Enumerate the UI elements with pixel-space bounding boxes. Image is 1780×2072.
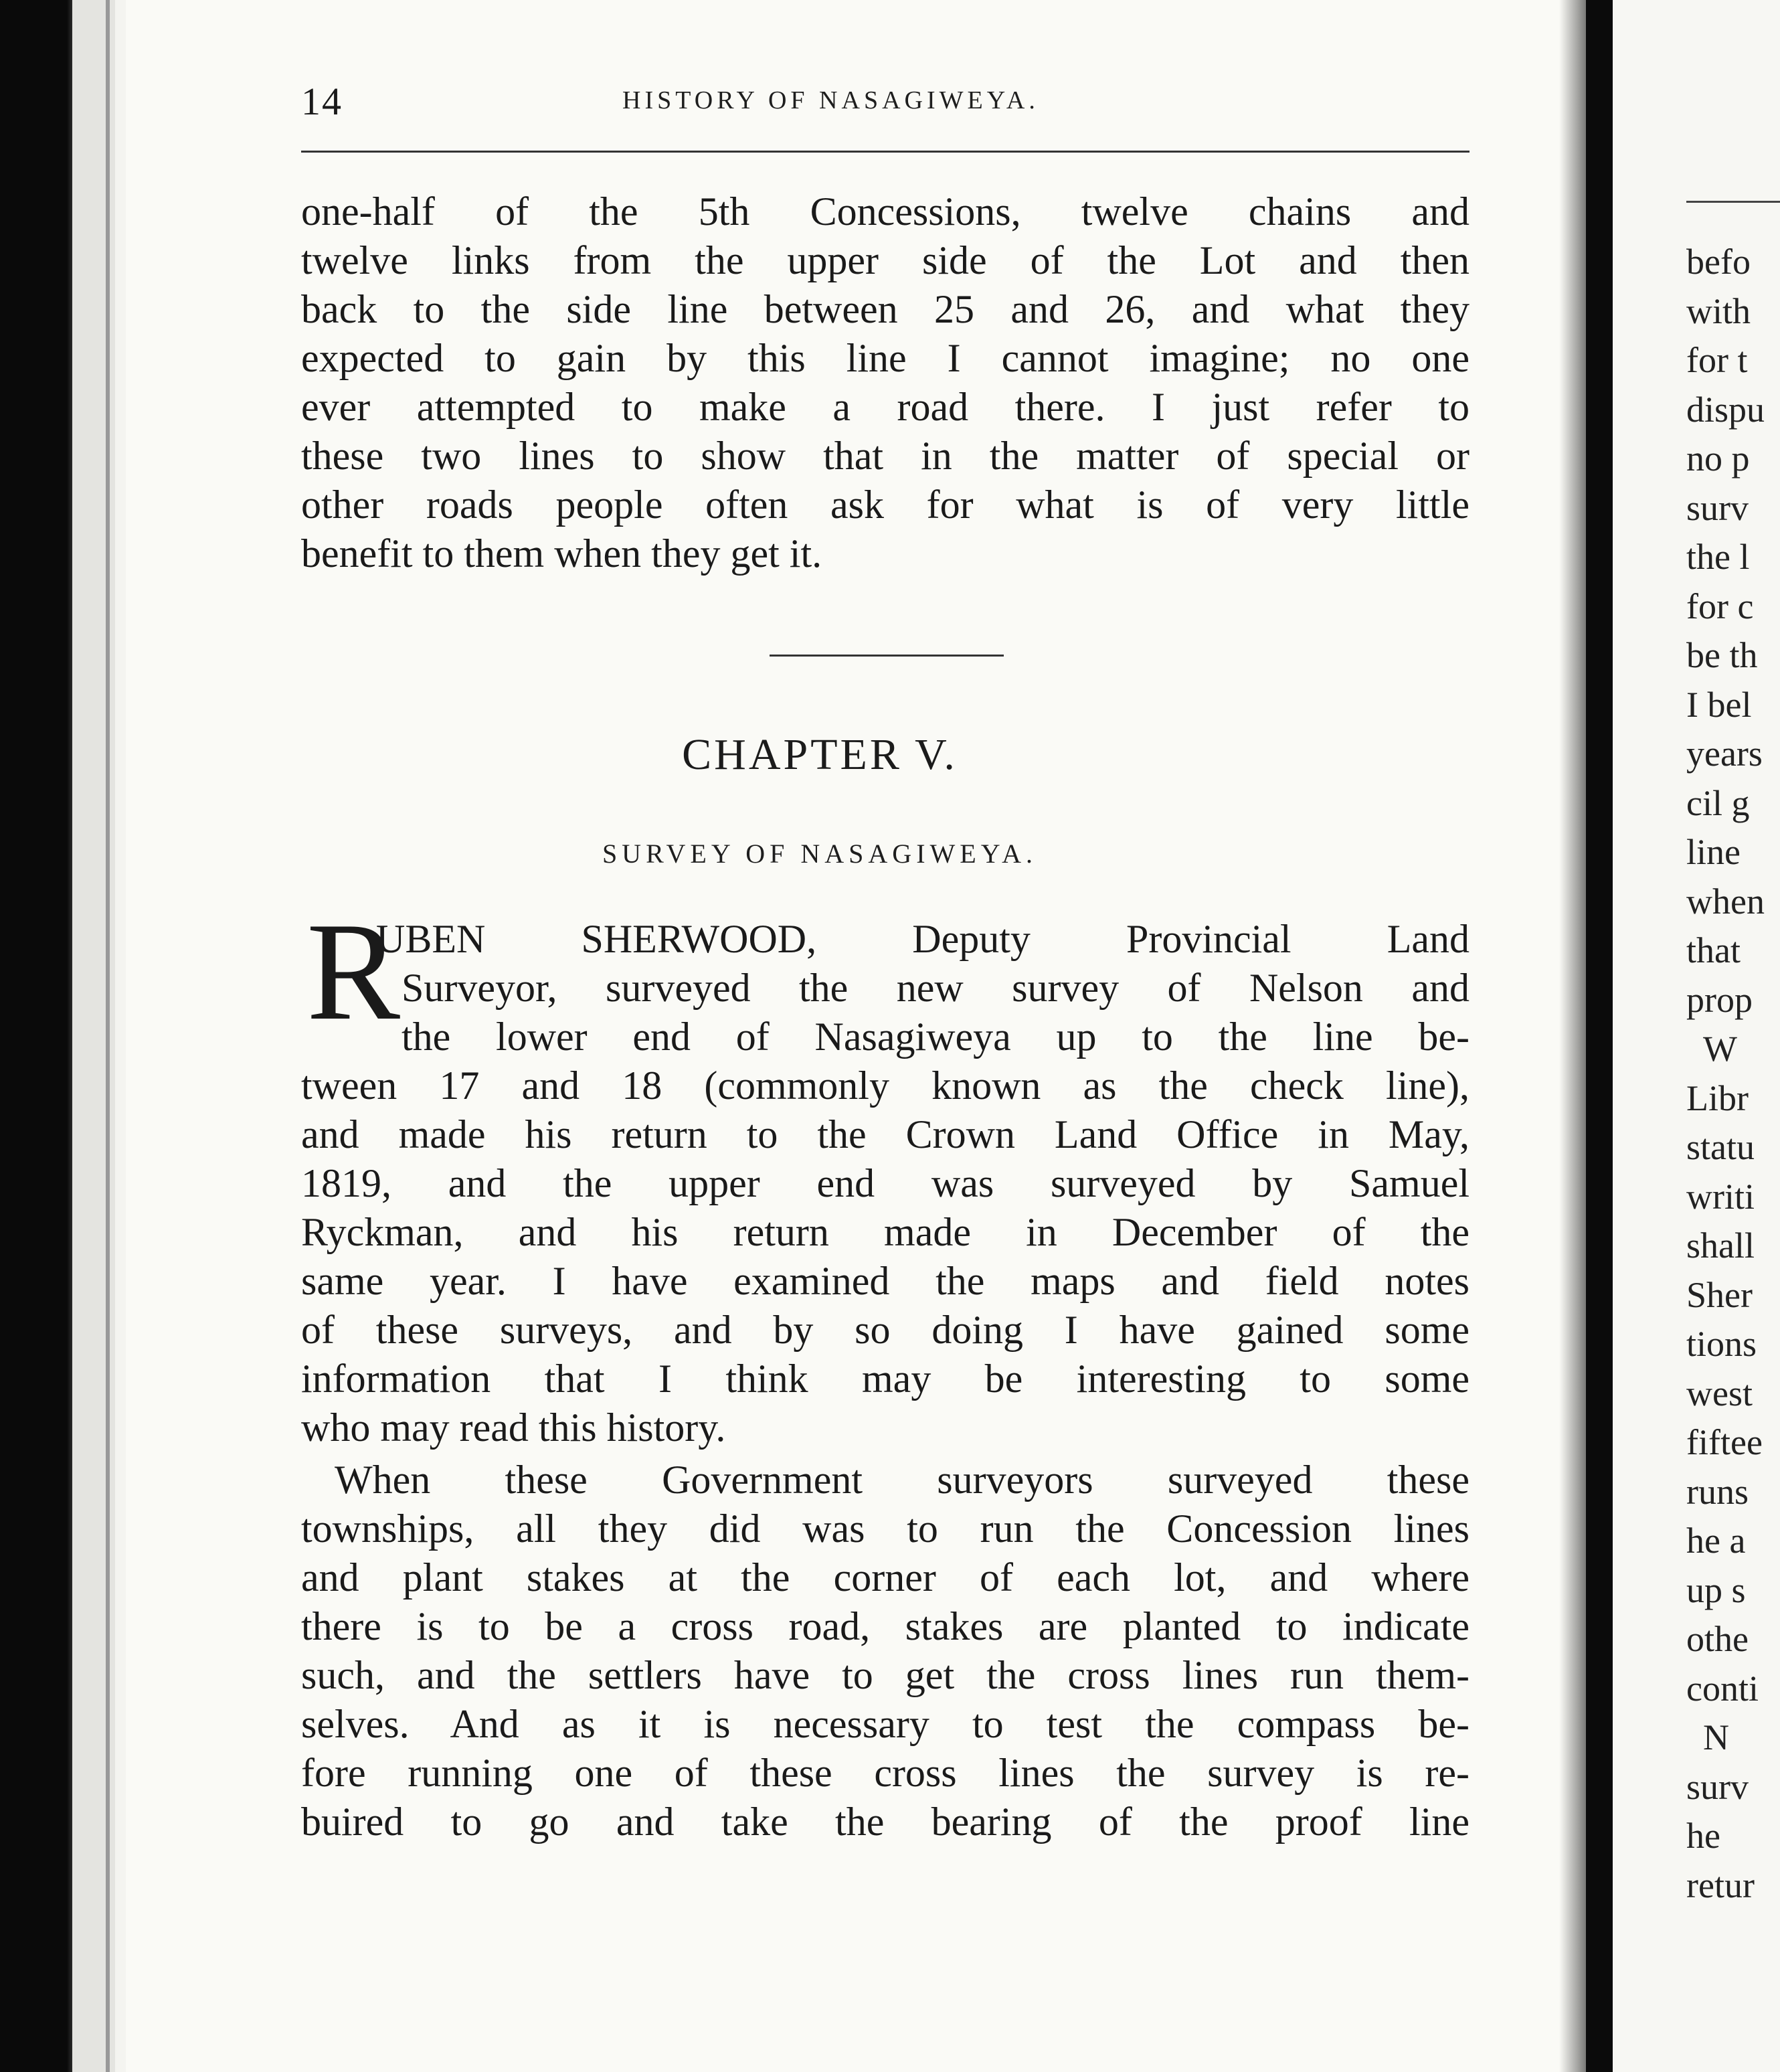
facing-page-line: years	[1686, 733, 1763, 774]
facing-page-line: for t	[1686, 340, 1748, 380]
facing-page-line: he	[1686, 1816, 1720, 1856]
scan-border-left	[0, 0, 72, 2072]
facing-page-line: Sher	[1686, 1274, 1753, 1315]
text-line: same year. I have examined the maps and field notes	[301, 1259, 1470, 1303]
intro-paragraph	[301, 187, 1470, 578]
facing-page-line: surv	[1686, 1766, 1749, 1807]
page-number: 14	[301, 80, 343, 123]
text-line: and made his return to the Crown Land Office in May,	[301, 1112, 1470, 1156]
text-line: back to the side line between 25 and 26, and what they	[301, 287, 1470, 331]
facing-page-line: west	[1686, 1373, 1753, 1413]
text-line: tween 17 and 18 (commonly known as the check line),	[301, 1063, 1470, 1108]
facing-page-line: up s	[1686, 1569, 1746, 1610]
facing-page-line: othe	[1686, 1619, 1749, 1659]
facing-page-line: no p	[1686, 438, 1750, 479]
text-line: of these surveys, and by so doing I have gained some	[301, 1308, 1470, 1352]
facing-page-line: when	[1686, 881, 1765, 922]
facing-page-line: W	[1703, 1029, 1737, 1069]
facing-page-line: statu	[1686, 1127, 1755, 1167]
first-paragraph	[301, 915, 1470, 1452]
text-line: twelve links from the upper side of the Lot and then	[301, 238, 1470, 282]
text-line: one-half of the 5th Concessions, twelve chains and	[301, 189, 1470, 234]
facing-page-line: N	[1703, 1717, 1729, 1757]
facing-page-line: tions	[1686, 1324, 1757, 1364]
text-line: information that I think may be interesting to some	[301, 1357, 1470, 1401]
facing-page-line: befo	[1686, 242, 1751, 282]
text-line: Ryckman, and his return made in December of the	[301, 1210, 1470, 1254]
facing-page-line: the l	[1686, 537, 1750, 577]
facing-page-line: for c	[1686, 586, 1754, 626]
facing-page-line: writi	[1686, 1176, 1755, 1217]
facing-page-line: cil g	[1686, 782, 1750, 823]
facing-page-line: shall	[1686, 1225, 1755, 1266]
facing-page-line: retur	[1686, 1865, 1755, 1905]
chapter-title: CHAPTER V.	[682, 730, 958, 779]
text-line: selves. And as it is necessary to test the compass be-	[301, 1702, 1470, 1746]
text-line: buired to go and take the bearing of the proof line	[301, 1800, 1470, 1844]
chapter-subtitle: SURVEY OF NASAGIWEYA.	[602, 839, 1038, 869]
header-rule	[301, 151, 1470, 153]
facing-page-line: surv	[1686, 487, 1749, 528]
text-line: and plant stakes at the corner of each lot, and where	[301, 1555, 1470, 1600]
facing-page-line: fiftee	[1686, 1422, 1763, 1462]
facing-page-line: dispu	[1686, 389, 1765, 430]
facing-page-line: he a	[1686, 1521, 1746, 1561]
text-line: these two lines to show that in the matter of special or	[301, 434, 1470, 478]
drop-cap: R	[306, 894, 401, 1049]
text-line: expected to gain by this line I cannot imagine; no one	[301, 336, 1470, 380]
text-line: there is to be a cross road, stakes are planted to indicate	[301, 1604, 1470, 1648]
facing-page-line: prop	[1686, 979, 1753, 1020]
facing-page-line: with	[1686, 290, 1751, 331]
facing-page-rule	[1686, 201, 1780, 203]
section-divider	[770, 655, 1004, 657]
running-title: HISTORY OF NASAGIWEYA.	[622, 86, 1039, 114]
text-line: UBEN SHERWOOD, Deputy Provincial Land	[376, 917, 1470, 961]
text-line: the lower end of Nasagiweya up to the line be-	[402, 1015, 1470, 1059]
text-line: townships, all they did was to run the Concession lines	[301, 1506, 1470, 1551]
text-line: ever attempted to make a road there. I just refer to	[301, 385, 1470, 429]
second-paragraph	[301, 1456, 1470, 1846]
facing-page-line: line	[1686, 832, 1741, 872]
text-line: benefit to them when they get it.	[301, 531, 822, 576]
text-line: 1819, and the upper end was surveyed by Samuel	[301, 1161, 1470, 1205]
facing-page-line: I bel	[1686, 684, 1752, 725]
facing-page-line: runs	[1686, 1471, 1749, 1512]
book-gutter	[1586, 0, 1613, 2072]
text-line: Surveyor, surveyed the new survey of Nelson and	[402, 966, 1470, 1010]
facing-page-line: Libr	[1686, 1077, 1749, 1118]
facing-page-line: that	[1686, 930, 1741, 970]
running-head	[301, 79, 1472, 126]
text-line: who may read this history.	[301, 1405, 726, 1450]
facing-page-line: conti	[1686, 1668, 1759, 1709]
text-line: fore running one of these cross lines the survey is re-	[301, 1751, 1470, 1795]
facing-page-line: be th	[1686, 635, 1758, 675]
text-line: such, and the settlers have to get the cross lines run them-	[301, 1653, 1470, 1697]
text-line: other roads people often ask for what is of very little	[301, 483, 1470, 527]
text-line: When these Government surveyors surveyed these	[335, 1458, 1470, 1502]
